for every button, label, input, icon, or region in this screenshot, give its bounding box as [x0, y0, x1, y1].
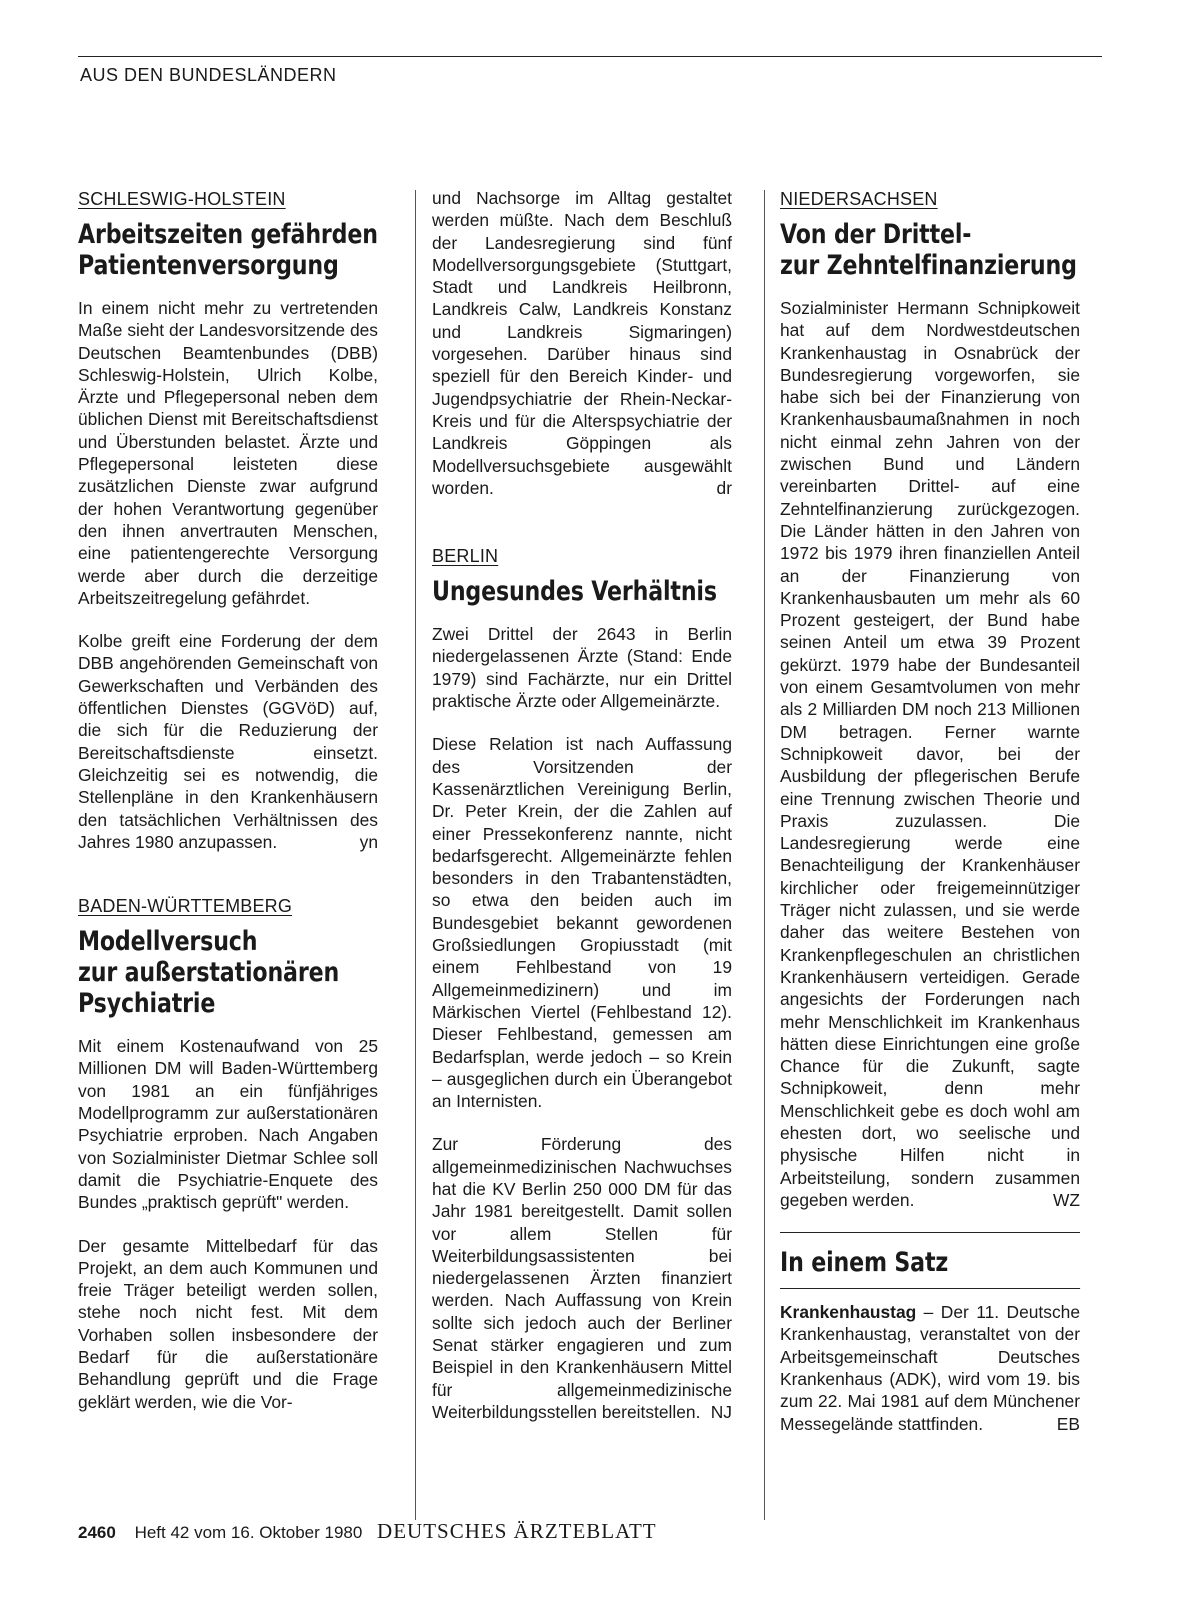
author-initials: WZ [1052, 1189, 1080, 1210]
column-3 [780, 187, 1080, 1456]
paragraph-text: und Nachsorge im Alltag gestaltet werden müßte. Nach dem Beschluß der Landesregierung sind fünf Modellversorgungsgebiete (Stuttgart, Stadt und Landkreis Heilbronn, Landkreis Calw, Landkreis Konstanz und Landkreis Sigmaringen) vorgesehen. Darüber hinaus sind speziell für den Bereich Kinder- und Jugendpsychiatrie der Rhein-Neckar-Kreis und für die Alterspsychiatrie der Landkreis Göppingen als Modellversuchsgebiete ausgewählt worden. [432, 188, 732, 498]
headline-line: Patientenversorgung [78, 250, 339, 281]
region-label-baden-wuerttemberg: BADEN-WÜRTTEMBERG [78, 896, 293, 917]
in-einem-satz-box [780, 1232, 1080, 1435]
top-rule [78, 56, 1102, 57]
headline-niedersachsen [780, 219, 1080, 281]
column-divider [415, 190, 416, 1520]
page-footer [78, 1519, 657, 1544]
headline-schleswig-holstein [78, 219, 378, 281]
article-paragraph [432, 1133, 732, 1423]
column-divider [764, 190, 765, 1520]
article-paragraph [780, 1301, 1080, 1435]
headline-baden-wuerttemberg [78, 926, 378, 1019]
issue-info: Heft 42 vom 16. Oktober 1980 [134, 1523, 363, 1542]
headline-berlin: Ungesundes Verhältnis [432, 576, 717, 608]
article-paragraph: Diese Relation ist nach Auffassung des Vorsitzenden der Kassenärztlichen Vereinigung Berlin, Dr. Peter Krein, der die Zahlen auf einer Pressekonferenz nannte, nicht bedarfsgerecht. Allgemeinärzte fehlen besonders in den Trabantenstädten, so etwa den beiden auch im Bundesgebiet bekannt gewordenen Großsiedlungen Gropiusstadt (mit einem Fehlbestand von 19 Allgemeinmedizinern) und im Märkischen Viertel (Fehlbestand 12). Dieser Fehlbestand, gemessen am Bedarfsplan, werde jedoch – so Krein – ausgeglichen durch ein Überangebot an Internisten. [432, 734, 732, 1112]
headline-line: Arbeitszeiten gefährden [78, 219, 378, 250]
headline-line: Modellversuch [78, 926, 258, 958]
column-2 [432, 187, 732, 1444]
author-initials: NJ [710, 1401, 732, 1422]
article-paragraph [432, 187, 732, 499]
author-initials: yn [359, 831, 378, 852]
author-initials: EB [1056, 1413, 1080, 1434]
section-header: AUS DEN BUNDESLÄNDERN [80, 65, 337, 85]
headline-line: zur außerstationären [78, 957, 340, 989]
article-paragraph: Der gesamte Mittelbedarf für das Projekt, an dem auch Kommunen und freie Träger beteiligt werden sollen, stehe noch nicht fest. Mit dem Vorhaben sollen insbesondere der Bedarf für die außerstationäre Behandlung geprüft und die Frage geklärt werden, wie die Vor- [78, 1235, 378, 1412]
journal-title: DEUTSCHES ÄRZTEBLATT [377, 1519, 657, 1543]
article-paragraph: In einem nicht mehr zu vertretenden Maße sieht der Landesvorsitzende des Deutschen Beamtenbundes (DBB) Schleswig-Holstein, Ulrich Kolbe, Ärzte und Pflegepersonal neben dem üblichen Dienst mit Bereitschaftsdienst und Überstunden belastet. Ärzte und Pflegepersonal leisteten diese zusätzlichen Dienste zwar aufgrund der hohen Verantwortung gegenüber den ihnen anvertrauten Menschen, eine patientengerechte Versorgung werde aber durch die derzeitige Arbeitszeitregelung gefährdet. [78, 298, 378, 608]
headline-line: Von der Drittel- [780, 219, 972, 250]
article-paragraph [780, 297, 1080, 1211]
paragraph-text: Sozialminister Hermann Schnipkoweit hat auf dem Nordwestdeutschen Krankenhaustag in Osnabrück der Bundesregierung vorgeworfen, sie habe sich bei der Finanzierung von Krankenhausbaumaßnahmen in noch nicht einmal zehn Jahren von der zwischen Bund und Ländern vereinbarten Drittel- auf eine Zehntelfinanzierung zurückgezogen. Die Länder hätten in den Jahren von 1972 bis 1979 ihren finanziellen Anteil an der Finanzierung von Krankenhausbauten um mehr als 60 Prozent gesteigert, der Bund habe seinen Anteil um etwa 39 Prozent gekürzt. 1979 habe der Bundesanteil von einem Gesamtvolumen von mehr als 2 Milliarden DM noch 213 Millionen DM betragen. Ferner warnte Schnipkoweit davor, bei der Ausbildung der pflegerischen Berufe eine Trennung zwischen Theorie und Praxis zuzulassen. Die Landesregierung werde eine Benachteiligung der Krankenhäuser kirchlicher oder freigemeinnütziger Träger nicht zulassen, und sie werde daher das weitere Bestehen von Krankenpflegeschulen an christlichen Krankenhäusern verteidigen. Gerade angesichts der Forderungen nach mehr Menschlichkeit im Krankenhaus hätten diese Einrichtungen eine große Chance für die Zukunft, sagte Schnipkoweit, denn mehr Menschlichkeit gebe es doch wohl am ehesten dort, wo seelische und physische Hilfen nicht in Arbeitsteilung, sondern zusammen gegeben werden. [780, 298, 1080, 1210]
paragraph-text: – Der 11. Deutsche Krankenhaustag, veranstaltet von der Arbeitsgemeinschaft Deutsches Krankenhaus (ADK), wird vom 19. bis zum 22. Mai 1981 auf dem Münchener Messegelände stattfinden. [780, 1302, 1080, 1434]
headline-line: zur Zehntelfinanzierung [780, 250, 1077, 281]
article-paragraph: Zwei Drittel der 2643 in Berlin niedergelassenen Ärzte (Stand: Ende 1979) sind Fachärzte, nur ein Drittel praktische Ärzte oder Allgemeinärzte. [432, 624, 732, 712]
region-label-schleswig-holstein: SCHLESWIG-HOLSTEIN [78, 189, 286, 209]
page-number: 2460 [78, 1523, 116, 1542]
lead-keyword: Krankenhaustag [780, 1302, 917, 1323]
article-paragraph: Mit einem Kostenaufwand von 25 Millionen DM will Baden-Württemberg von 1981 an ein fünfjähriges Modellprogramm zur außerstationären Psychiatrie erproben. Nach Angaben von Sozialminister Dietmar Schlee soll damit die Psychiatrie-Enquete des Bundes „praktisch geprüft" werden. [78, 1036, 378, 1213]
paragraph-text: Zur Förderung des allgemeinmedizinischen Nachwuchses hat die KV Berlin 250 000 DM für das Jahr 1981 bereitgestellt. Damit sollen vor allem Stellen für Weiterbildungsassistenten bei niedergelassenen Ärzten finanziert werden. Nach Auffassung von Krein sollte sich jedoch auch der Berliner Senat stärker engagieren und zum Beispiel in den Krankenhäusern Mittel für allgemeinmedizinische Weiterbildungsstellen bereitstellen. [432, 1134, 732, 1422]
article-paragraph [78, 630, 378, 853]
region-label-niedersachsen: NIEDERSACHSEN [780, 189, 938, 209]
headline-in-einem-satz: In einem Satz [780, 1247, 1080, 1289]
headline-line: Psychiatrie [78, 988, 216, 1020]
paragraph-text: Kolbe greift eine Forderung der dem DBB angehörenden Gemeinschaft von Gewerkschaften und Verbänden des öffentlichen Dienstes (GGVöD) auf, die sich für die Reduzierung der Bereitschaftsdienste einsetzt. Gleichzeitig sei es notwendig, die Stellenpläne in den Krankenhäusern den tatsächlichen Verhältnissen des Jahres 1980 anzupassen. [78, 631, 378, 852]
region-label-berlin: BERLIN [432, 546, 499, 567]
column-1 [78, 187, 378, 1434]
author-initials: dr [716, 477, 732, 498]
